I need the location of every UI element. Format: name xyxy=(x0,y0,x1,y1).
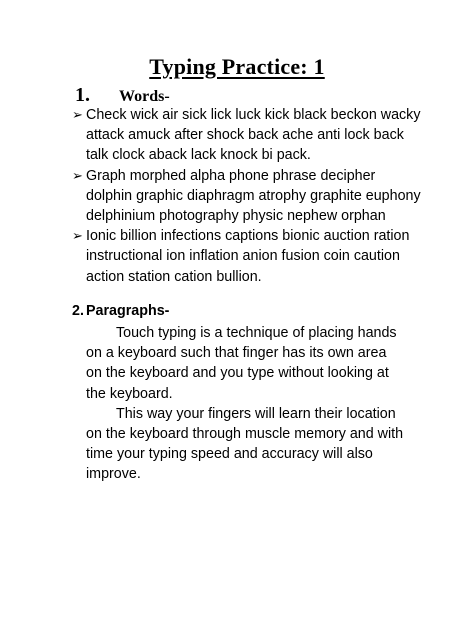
arrow-bullet-icon: ➢ xyxy=(72,107,83,122)
paragraph: Touch typing is a technique of placing hands on a keyboard such that finger has its own area on the keyboard and you type without looking at the keyboard. xyxy=(86,325,397,402)
word-list xyxy=(72,105,422,287)
paragraphs-body xyxy=(86,323,406,485)
section-label: Words- xyxy=(119,88,170,105)
list-item xyxy=(72,226,422,287)
section-number: 2. xyxy=(72,303,84,319)
section-words-heading xyxy=(75,84,170,107)
section-label: Paragraphs- xyxy=(86,303,170,319)
arrow-bullet-icon: ➢ xyxy=(72,167,83,183)
arrow-bullet-icon: ➢ xyxy=(72,228,83,244)
list-item-text: Graph morphed alpha phone phrase decipher dolphin graphic diaphragm atrophy graphite euphony delphinium photography physic nephew orphan xyxy=(86,167,421,225)
list-item-text: Check wick air sick lick luck kick black beckon wacky attack amuck after shock back ache anti lock back talk clock aback lack knock bi pack. xyxy=(86,107,421,164)
paragraph: This way your fingers will learn their location on the keyboard through muscle memory and with time your typing speed and accuracy will also improve. xyxy=(86,405,404,483)
page-title: Typing Practice: 1 xyxy=(149,54,325,79)
list-item-text: Ionic billion infections captions bionic auction ration instructional ion inflation anion fusion coin caution action station cation bullion. xyxy=(86,228,410,285)
section-paragraphs-heading xyxy=(72,303,169,319)
list-item xyxy=(72,166,422,227)
list-item xyxy=(72,105,422,166)
section-number: 1. xyxy=(75,84,90,106)
